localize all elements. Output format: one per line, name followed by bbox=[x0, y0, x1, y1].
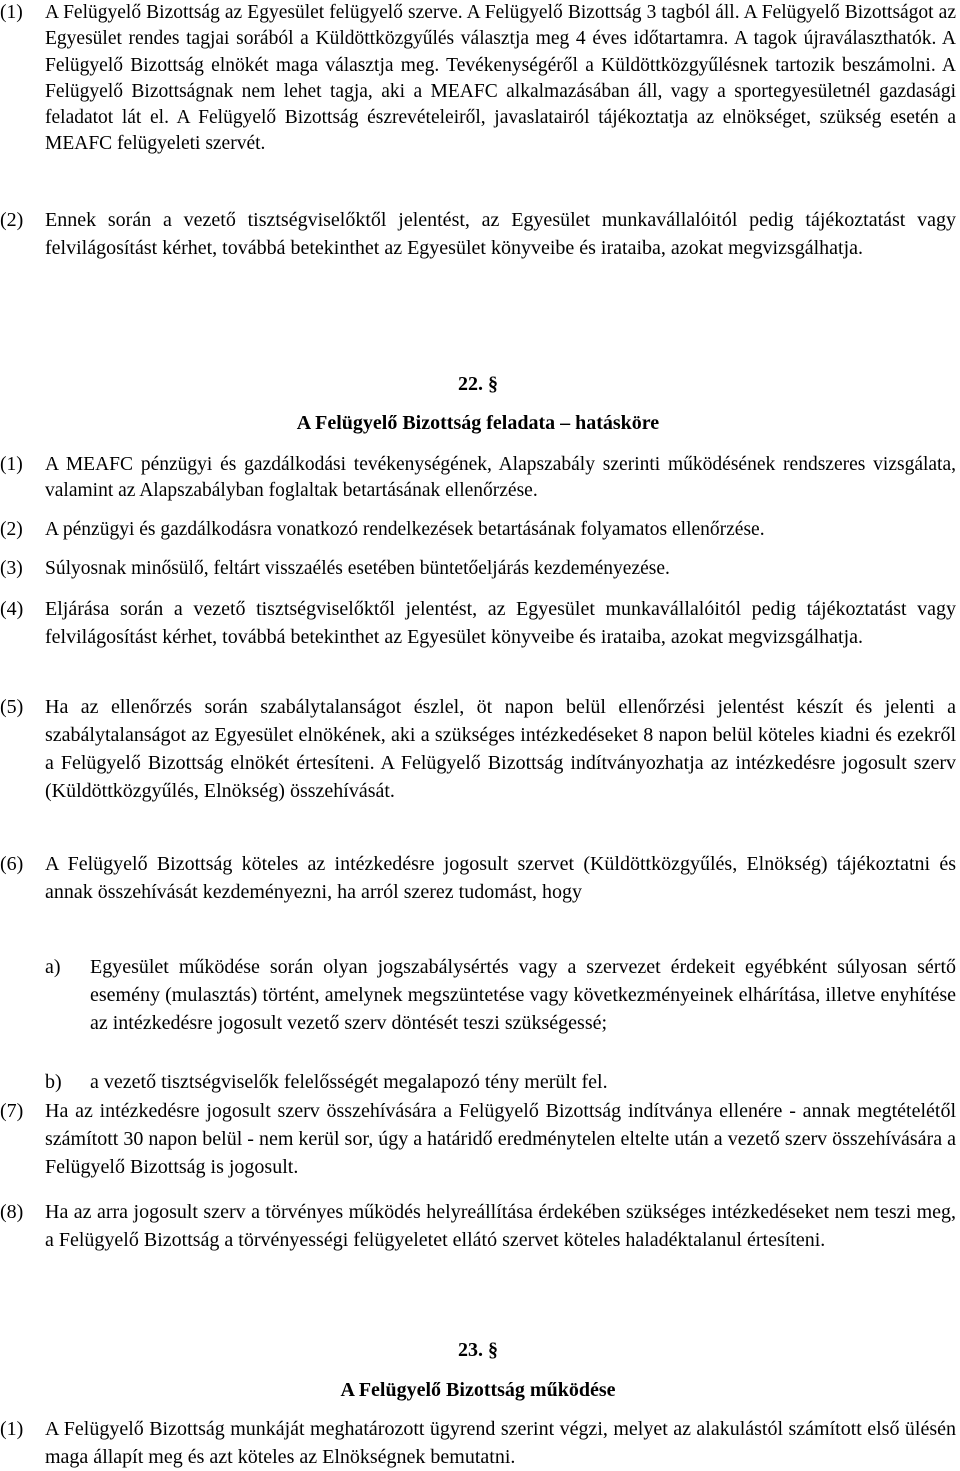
paragraph-text: A MEAFC pénzügyi és gazdálkodási tevékenységének, Alapszabály szerinti működésének rendszeres vizsgálata, valamint az Alapszabályban foglaltak betartásának ellenőrzése. bbox=[45, 454, 956, 501]
section-22-paragraph-5 bbox=[0, 693, 956, 805]
paragraph-text: A Felügyelő Bizottság az Egyesület felügyelő szerve. A Felügyelő Bizottság 3 tagból áll. A Felügyelő Bizottságot az Egyesület rendes tagjai sorából a Küldöttközgyűlés választja meg 4 éves időtartamra. A tagok újraválaszthatók. A Felügyelő Bizottság elnökét maga választja meg. Tevékenységéről a Küldöttközgyűlésnek tartozik beszámolni. A Felügyelő Bizottságnak nem lehet tagja, aki a MEAFC alkalmazásában áll, vagy a sportegyesületnél gazdasági feladatot lát el. A Felügyelő Bizottság észrevételeiről, javaslatairól tájékoztatja az elnökséget, szükség esetén a MEAFC felügyeleti szervét. bbox=[45, 2, 956, 155]
paragraph-number: (1) bbox=[0, 2, 23, 23]
paragraph-number: (6) bbox=[0, 853, 24, 875]
paragraph-1 bbox=[0, 0, 956, 158]
sub-item-text: Egyesület működése során olyan jogszabálysértés vagy a szervezet érdekeit egyébként súlyosan sértő esemény (mulasztás) történt, amelynek megszüntetése vagy következményeinek elhárítása, illetve enyhítése az intézkedésre jogosult vezető szerv döntését teszi szükségessé; bbox=[90, 956, 956, 1034]
paragraph-number: (2) bbox=[0, 519, 23, 540]
section-22-paragraph-4 bbox=[0, 595, 956, 651]
paragraph-text: Eljárása során a vezető tisztségviselőktől jelentést, az Egyesület munkavállalóitól pedig tájékoztatást vagy felvilágosítást kérhet, továbbá betekinthet az Egyesület könyveibe és irataiba, azokat megvizsgálhatja. bbox=[45, 598, 956, 648]
sub-item-label: a) bbox=[45, 956, 61, 978]
paragraph-number: (1) bbox=[0, 1418, 24, 1440]
paragraph-number: (5) bbox=[0, 696, 24, 718]
section-22-paragraph-7 bbox=[0, 1097, 956, 1181]
section-22-paragraph-2 bbox=[0, 517, 956, 543]
paragraph-text: A Felügyelő Bizottság munkáját meghatározott ügyrend szerint végzi, melyet az alakulástól számított első ülésén maga állapít meg és azt köteles az Elnökségnek bemutatni. bbox=[45, 1418, 956, 1468]
section-23-title: A Felügyelő Bizottság működése bbox=[340, 1379, 616, 1401]
paragraph-number: (7) bbox=[0, 1100, 24, 1122]
paragraph-number: (2) bbox=[0, 209, 24, 231]
section-22-number: 22. § bbox=[458, 373, 498, 395]
paragraph-text: A Felügyelő Bizottság köteles az intézkedésre jogosult szervet (Küldöttközgyűlés, Elnökség) tájékoztatni és annak összehívását kezdeményezni, ha arról szerez tudomást, hogy bbox=[45, 853, 956, 903]
sub-item-a bbox=[45, 953, 956, 1037]
paragraph-text: Ha az arra jogosult szerv a törvényes működés helyreállítása érdekében szükséges intézkedéseket nem teszi meg, a Felügyelő Bizottság a törvényességi felügyeletet ellátó szervet köteles haladéktalanul értesíteni. bbox=[45, 1201, 956, 1251]
paragraph-number: (4) bbox=[0, 598, 24, 620]
paragraph-text: Ha az intézkedésre jogosult szerv összehívására a Felügyelő Bizottság indítványa ellenére - annak megtételétől számított 30 napon belül - nem kerül sor, úgy a határidő eredménytelen eltelte után a vezető szerv összehívására a Felügyelő Bizottság is jogosult. bbox=[45, 1100, 956, 1178]
sub-item-b bbox=[45, 1068, 956, 1096]
paragraph-text: Ha az ellenőrzés során szabálytalanságot észlel, öt napon belül ellenőrzési jelentést készít és jelenti a szabálytalanságot az Egyesület elnökének, aki a szükséges intézkedéseket 8 napon belül köteles kiadni és ezekről a Felügyelő Bizottság elnökét értesíteni. A Felügyelő Bizottság indítványozhatja az intézkedésre jogosult szerv (Küldöttközgyűlés, Elnökség) összehívását. bbox=[45, 696, 956, 802]
sub-item-label: b) bbox=[45, 1071, 62, 1093]
section-22-paragraph-8 bbox=[0, 1198, 956, 1254]
section-23-paragraph-1 bbox=[0, 1415, 956, 1471]
section-22-paragraph-1 bbox=[0, 452, 956, 504]
paragraph-number: (3) bbox=[0, 558, 23, 579]
section-22-title: A Felügyelő Bizottság feladata – hatásköre bbox=[296, 412, 660, 434]
paragraph-number: (8) bbox=[0, 1201, 24, 1223]
paragraph-2 bbox=[0, 206, 956, 262]
section-23-number: 23. § bbox=[458, 1339, 498, 1361]
section-22-paragraph-3 bbox=[0, 556, 956, 582]
sub-item-text: a vezető tisztségviselők felelősségét megalapozó tény merült fel. bbox=[90, 1071, 608, 1093]
paragraph-text: Súlyosnak minősülő, feltárt visszaélés esetében büntetőeljárás kezdeményezése. bbox=[45, 558, 670, 579]
paragraph-text: A pénzügyi és gazdálkodásra vonatkozó rendelkezések betartásának folyamatos ellenőrzése. bbox=[45, 519, 765, 540]
paragraph-text: Ennek során a vezető tisztségviselőktől jelentést, az Egyesület munkavállalóitól pedig tájékoztatást vagy felvilágosítást kérhet, továbbá betekinthet az Egyesület könyveibe és irataiba, azokat megvizsgálhatja. bbox=[45, 209, 956, 259]
paragraph-number: (1) bbox=[0, 454, 23, 475]
section-22-paragraph-6 bbox=[0, 850, 956, 906]
